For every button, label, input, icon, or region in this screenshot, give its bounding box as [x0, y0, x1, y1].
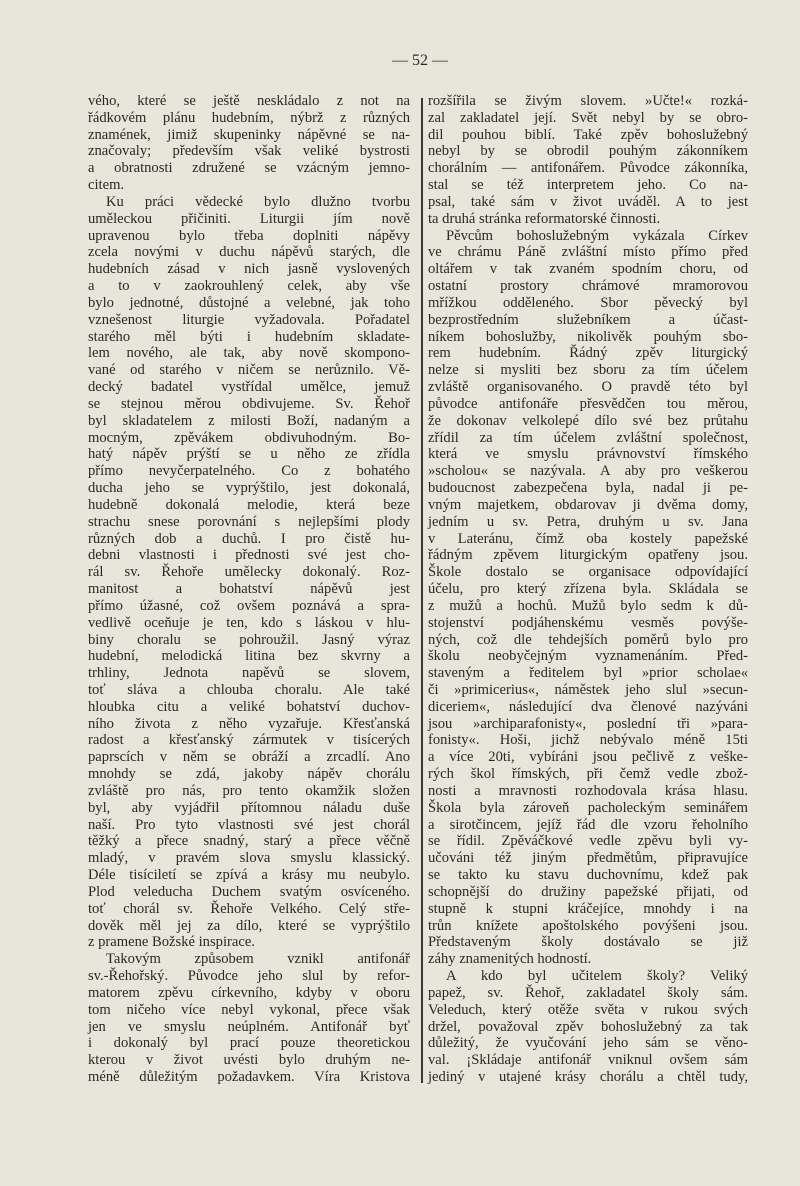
- text-line: psal, také sám v život uváděl. A to jest: [428, 193, 748, 210]
- text-line: uměleckou přičiniti. Liturgii jím nově: [88, 210, 410, 227]
- text-line: »scholou« se nazývala. A aby pro veškerou: [428, 463, 748, 480]
- text-line: méně důležitým požadavkem. Víra Kristova: [88, 1069, 410, 1086]
- text-line: školu neobyčejným vyznamenáním. Před-: [428, 648, 748, 665]
- text-line: trůn knížete apoštolského povýšeni jsou.: [428, 917, 748, 934]
- text-line: hatý nápěv prýští se u něho ze zřídla: [88, 446, 410, 463]
- text-line: držel, považoval zpěv bohoslužebný za tak: [428, 1018, 748, 1035]
- column-divider: [421, 98, 423, 1083]
- text-line: stupně k stupni kráčejíce, mnohdy i na: [428, 900, 748, 917]
- text-line: jen ve smyslu neúplném. Antifonář byť: [88, 1018, 410, 1035]
- text-line: zcela novými v duchu nápěvů starých, dle: [88, 244, 410, 261]
- text-line: stal se též interpretem jeho. Co na-: [428, 177, 748, 194]
- text-line: řádkovém plánu hudebním, nýbrž z různých: [88, 109, 410, 126]
- text-line: nebyl by se obrodil pouhým zákonníkem: [428, 143, 748, 160]
- text-line: hudebních zásad v nich jasně vyslovených: [88, 261, 410, 278]
- text-line: záhy znamenitých hodností.: [428, 951, 592, 968]
- text-line: byl skladatelem z milosti Boží, nadaným a: [88, 412, 410, 429]
- text-line: ducha jeho se vyprýštilo, jest dokonalá,: [88, 480, 410, 497]
- text-line: důležitý, že vyučování jeho sám se věno-: [428, 1035, 748, 1052]
- text-line: hudebně dokonalá melodie, která beze: [88, 496, 410, 513]
- text-line: i dokonalý byl prací pouze theoretickou: [88, 1035, 410, 1052]
- text-line: strachu snese porovnání s nejlepšími plody: [88, 513, 410, 530]
- text-line: mnohdy se zdá, jakoby nápěv chorálu: [88, 766, 410, 783]
- text-line: vným majetkem, obdarovav ji dvěma domy,: [428, 496, 748, 513]
- text-line: Takovým způsobem vznikl antifonář: [106, 951, 410, 968]
- text-line: vedlivě oceňuje je ten, kdo s láskou v hlu-: [88, 614, 410, 631]
- right-column: [428, 93, 748, 1086]
- text-line: vané od starého v ničem se nerůznilo. Vě-: [88, 362, 410, 379]
- text-line: zřídil za tím účelem zvláštní společnost,: [428, 429, 748, 446]
- text-line: papež, sv. Řehoř, zakladatel školy sám.: [428, 984, 748, 1001]
- text-line: v Lateránu, čímž oba kostely papežské: [428, 530, 748, 547]
- text-line: ního života z něho vyzařuje. Křesťanská: [88, 715, 410, 732]
- text-line: rem hudebním. Řádný zpěv liturgický: [428, 345, 748, 362]
- text-line: učováni též jiným předmětům, připravujíce: [428, 850, 748, 867]
- text-line: zal zakladatel její. Svět nebyl by se obro-: [428, 109, 748, 126]
- text-line: hudební, melodická litina bez skvrny a: [88, 648, 410, 665]
- text-line: Plod veleducha Duchem svatým osvíceného.: [88, 883, 410, 900]
- text-line: paprscích v něm se obráží a zrcadlí. Ano: [88, 749, 410, 766]
- page-number: — 52 —: [392, 52, 448, 69]
- text-line: byl, aby vyjádřil přítomnou náladu duše: [88, 799, 410, 816]
- text-line: která ve smyslu právnovství římského: [428, 446, 748, 463]
- text-line: mocným, zpěvákem obdivuhodným. Bo-: [88, 429, 410, 446]
- text-line: upravenou bylo třeba doplniti nápěvy: [88, 227, 410, 244]
- text-line: hloubka citu a veliké bohatství duchov-: [88, 698, 410, 715]
- text-line: ostatní prostory chrámové mramorovou: [428, 278, 748, 295]
- text-line: tom ničeho více nebyl vykonal, přece však: [88, 1001, 410, 1018]
- text-line: značovaly; především však veliké bystrosti: [88, 143, 410, 160]
- text-line: debni vlastnosti i přednosti své jest cho-: [88, 547, 410, 564]
- text-line: nosti a mravnosti rozhodovala krása hlasu.: [428, 782, 748, 799]
- text-line: schopnější do družiny papežské přijati, od: [428, 883, 748, 900]
- text-line: rál sv. Řehoře umělecky dokonalý. Roz-: [88, 564, 410, 581]
- text-line: Představeným školy dostávalo se již: [428, 934, 748, 951]
- text-line: Ku práci vědecké bylo dlužno tvorbu: [106, 193, 410, 210]
- text-line: matorem zpěvu církevního, kdyby v oboru: [88, 984, 410, 1001]
- text-line: Pěvcům bohoslužebným vykázala Církev: [446, 227, 748, 244]
- text-line: přímo úžasné, což ovšem poznává a spra-: [88, 597, 410, 614]
- text-line: vznešenost liturgie vyžadovala. Pořadatel: [88, 311, 410, 328]
- text-line: radost a křesťanský zármutek v tisícerých: [88, 732, 410, 749]
- text-line: oltářem v tak zvaném spodním choru, od: [428, 261, 748, 278]
- text-line: kterou v život uvésti bylo druhým ne-: [88, 1052, 410, 1069]
- text-line: zvláště organisovaného. O pravdě této byl: [428, 379, 748, 396]
- text-line: původce antifonáře přesvědčen tou měrou,: [428, 395, 748, 412]
- text-line: Škola byla zároveň pacholeckým seminářem: [428, 799, 748, 816]
- text-line: a více 20ti, vybíráni jsou pečlivě z veške-: [428, 749, 748, 766]
- text-line: lem nového, ale tak, aby nově skompono-: [88, 345, 410, 362]
- text-line: z pramene Božské inspirace.: [88, 934, 255, 951]
- text-line: účelu, pro který zřízena byla. Skládala se: [428, 581, 748, 598]
- text-line: decký badatel vystřídal umělce, jemuž: [88, 379, 410, 396]
- text-line: vého, které se ještě neskládalo z not na: [88, 93, 410, 109]
- text-line: fonisty«. Hoši, jichž nebývalo méně 15ti: [428, 732, 748, 749]
- text-line: Déle tisíciletí se zpívá a krásy mu neubylo.: [88, 867, 410, 884]
- text-line: a sirotčincem, jejíž řád dle vzoru řeholního: [428, 816, 748, 833]
- text-line: z mužů a hochů. Mužů bylo sedm k dů-: [428, 597, 748, 614]
- text-line: toť sláva a chlouba choralu. Ale také: [88, 681, 410, 698]
- text-line: jsou »archiparafonisty«, poslední tři »para-: [428, 715, 748, 732]
- text-line: Veleduch, který otěže světa v rukou svých: [428, 1001, 748, 1018]
- text-line: ta druhá stránka reformatorské činnosti.: [428, 210, 661, 227]
- text-line: budoucnost zabezpečena byla, nadal ji pe-: [428, 480, 748, 497]
- text-line: naší. Pro tyto vlastnosti své jest chorál: [88, 816, 410, 833]
- text-line: biny choralu se pohroužil. Jasný výraz: [88, 631, 410, 648]
- text-line: rozšířila se živým slovem. »Učte!« rozká-: [428, 93, 748, 109]
- text-line: znamének, jimiž skupeninky nápěvné se na-: [88, 126, 410, 143]
- text-line: bezprostředním služebníkem a účast-: [428, 311, 748, 328]
- text-line: mladý, v pravém slova smyslu klassický.: [88, 850, 410, 867]
- text-line: starého měl býti i hudebním skladate-: [88, 328, 410, 345]
- text-line: zvláště pro nás, pro tento okamžik složen: [88, 782, 410, 799]
- text-line: trhliny, Jednota napěvů se slovem,: [88, 665, 410, 682]
- left-column: [88, 93, 410, 1086]
- text-line: diceriem«, následující dva členové nazýváni: [428, 698, 748, 715]
- text-line: že dokonav velkolepé dílo své bez průtahu: [428, 412, 748, 429]
- text-line: různých dob a duchů. I pro čistě hu-: [88, 530, 410, 547]
- text-line: níkem bohoslužby, nikolivěk pouhým sbo-: [428, 328, 748, 345]
- text-line: toť chorál sv. Řehoře Velkého. Celý stře-: [88, 900, 410, 917]
- text-line: sv.-Řehořský. Původce jeho slul by refor-: [88, 968, 410, 985]
- text-line: dověk měl jej za dílo, které se vyprýštilo: [88, 917, 410, 934]
- text-line: ných, což dle tehdejších poměrů bylo pro: [428, 631, 748, 648]
- text-line: se stejnou měrou obdivujeme. Sv. Řehoř: [88, 395, 410, 412]
- text-line: val. ¡Skládaje antifonář vniknul ovšem sám: [428, 1052, 748, 1069]
- text-line: či »primicerius«, náměstek jeho slul »secun-: [428, 681, 748, 698]
- text-line: citem.: [88, 177, 125, 194]
- text-line: Škole dostalo se organisace odpovídající: [428, 564, 748, 581]
- text-line: těžký a přece snadný, starý a přece věčně: [88, 833, 410, 850]
- text-line: staveným a ředitelem byl »prior scholae«: [428, 665, 748, 682]
- text-line: se takto ku stavu duchovnímu, kdež pak: [428, 867, 748, 884]
- text-line: stojenství podjáhenskému vesměs povýše-: [428, 614, 748, 631]
- text-line: a to v zaokrouhlený celek, aby vše: [88, 278, 410, 295]
- text-line: přímo nevyčerpatelného. Co z bohatého: [88, 463, 410, 480]
- text-line: a obratnosti združené se vzácným jemno-: [88, 160, 410, 177]
- text-line: se řídil. Zpěváčkové vedle zpěvu byli vy-: [428, 833, 748, 850]
- text-line: nelze si mysliti bez sboru za tím účelem: [428, 362, 748, 379]
- text-line: manitost a bohatství nápěvů jest: [88, 581, 410, 598]
- text-line: chorálním — antifonářem. Původce zákonníka,: [428, 160, 748, 177]
- text-line: bylo jednotné, důstojné a velebné, jak toho: [88, 294, 410, 311]
- text-line: A kdo byl učitelem školy? Veliký: [446, 968, 748, 985]
- text-line: ve chrámu Páně zvláštní místo přímo před: [428, 244, 748, 261]
- text-line: mřížkou odděleného. Sbor pěvecký byl: [428, 294, 748, 311]
- text-line: řádným zpěvem liturgickým opatřeny jsou.: [428, 547, 748, 564]
- text-line: jedním u sv. Petra, druhým u sv. Jana: [428, 513, 748, 530]
- text-line: rých škol římských, při čemž vedle zbož-: [428, 766, 748, 783]
- text-line: jediný v utajené krásy chorálu a chtěl tudy,: [428, 1069, 748, 1086]
- text-line: dil pouhou biblí. Také zpěv bohoslužebný: [428, 126, 748, 143]
